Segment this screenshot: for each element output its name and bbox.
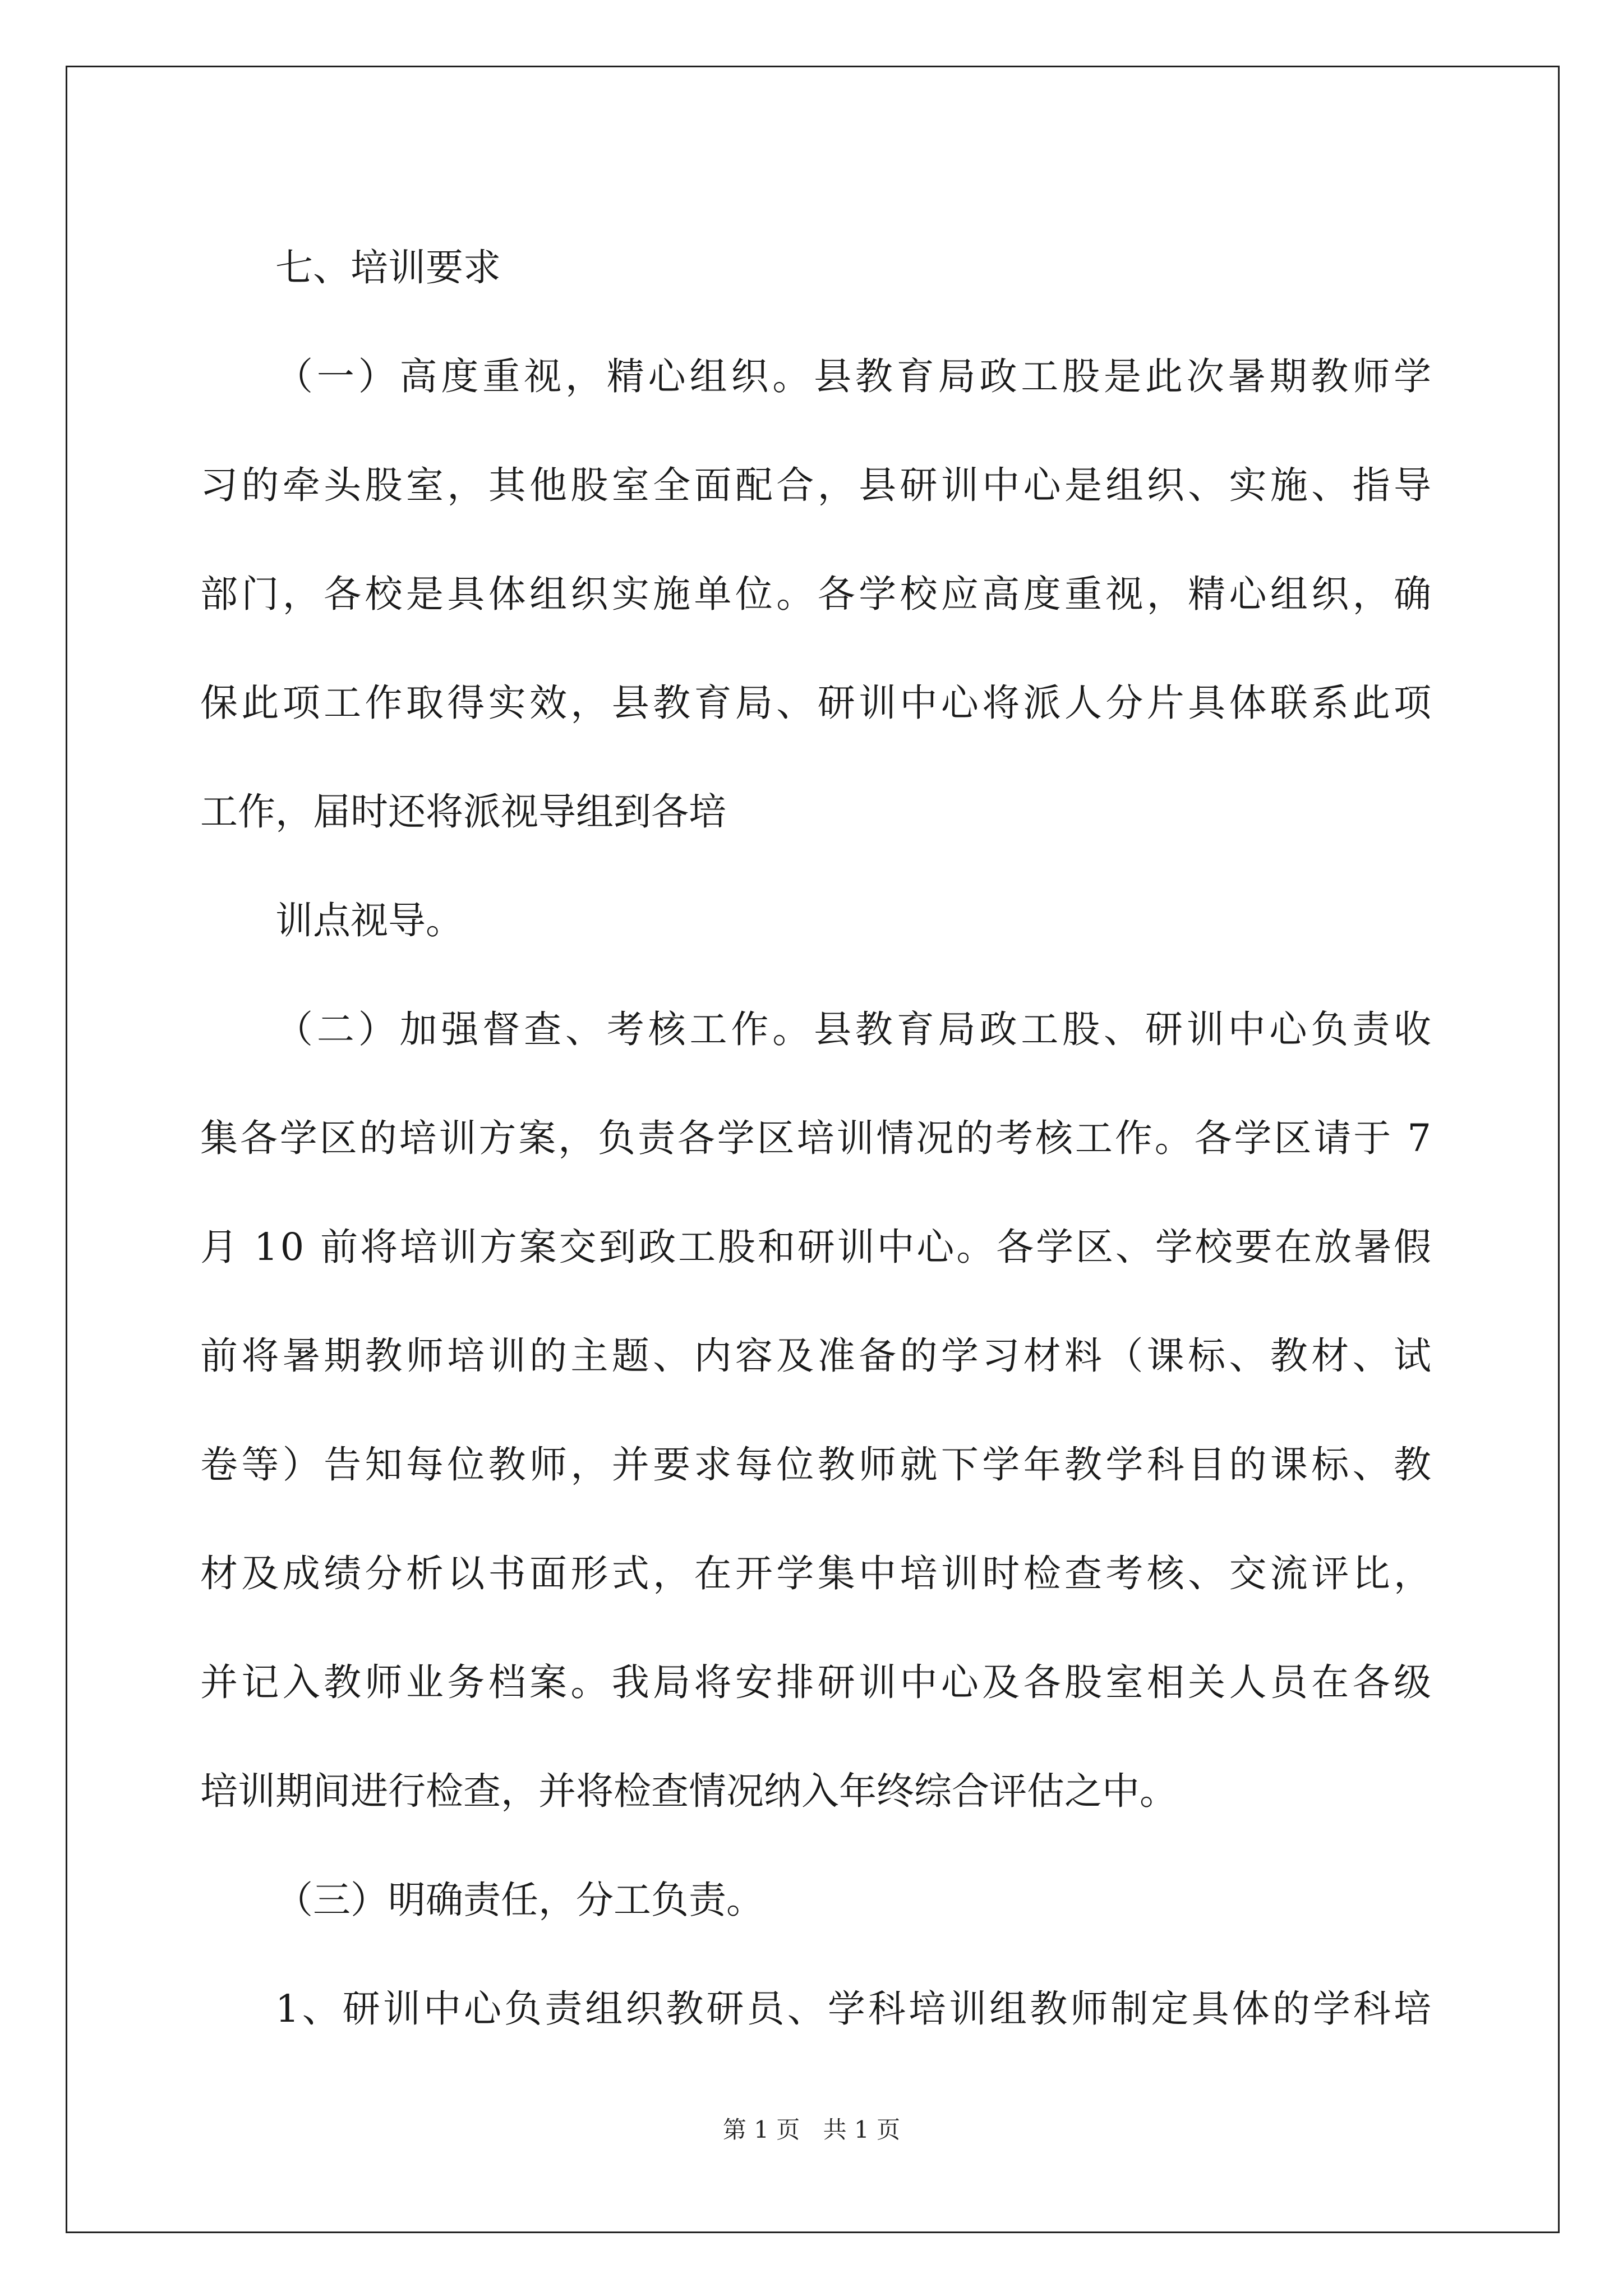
paragraph-line: 1、研训中心负责组织教研员、学科培训组教师制定具体的学科培 (275, 1987, 1435, 2031)
paragraph-line: 材及成绩分析以书面形式，在开学集中培训时检查考核、交流评比， (200, 1552, 1435, 1595)
page-footer (0, 2111, 1623, 2145)
paragraph-line: 保此项工作取得实效，县教育局、研训中心将派人分片具体联系此项 (200, 681, 1435, 725)
section-heading: 七、培训要求 (275, 246, 501, 289)
page-number: 第 1 页 (722, 2116, 800, 2143)
paragraph-line: 部门，各校是具体组织实施单位。各学校应高度重视，精心组织，确 (200, 572, 1435, 616)
paragraph-line: 集各学区的培训方案，负责各学区培训情况的考核工作。各学区请于 7 (200, 1116, 1433, 1160)
paragraph-line: 月 10 前将培训方案交到政工股和研训中心。各学区、学校要在放暑假 (200, 1225, 1433, 1269)
document-body (200, 213, 1435, 2063)
page-total: 共 1 页 (823, 2116, 901, 2143)
paragraph-line: 前将暑期教师培训的主题、内容及准备的学习材料（课标、教材、试 (200, 1334, 1435, 1378)
paragraph-line: 习的牵头股室，其他股室全面配合，县研训中心是组织、实施、指导 (200, 463, 1435, 507)
paragraph-line: 培训期间进行检查，并将检查情况纳入年终综合评估之中。 (200, 1769, 1177, 1813)
paragraph-line: （一）高度重视，精心组织。县教育局政工股是此次暑期教师学 (275, 355, 1435, 398)
paragraph-line: 工作，届时还将派视导组到各培 (200, 790, 726, 834)
paragraph-line: 卷等）告知每位教师，并要求每位教师就下学年教学科目的课标、教 (200, 1443, 1435, 1487)
paragraph-line: 并记入教师业务档案。我局将安排研训中心及各股室相关人员在各级 (200, 1660, 1435, 1704)
paragraph-line: 训点视导。 (275, 899, 463, 942)
paragraph-line: （三）明确责任，分工负责。 (275, 1878, 764, 1922)
paragraph-line: （二）加强督查、考核工作。县教育局政工股、研训中心负责收 (275, 1007, 1435, 1051)
